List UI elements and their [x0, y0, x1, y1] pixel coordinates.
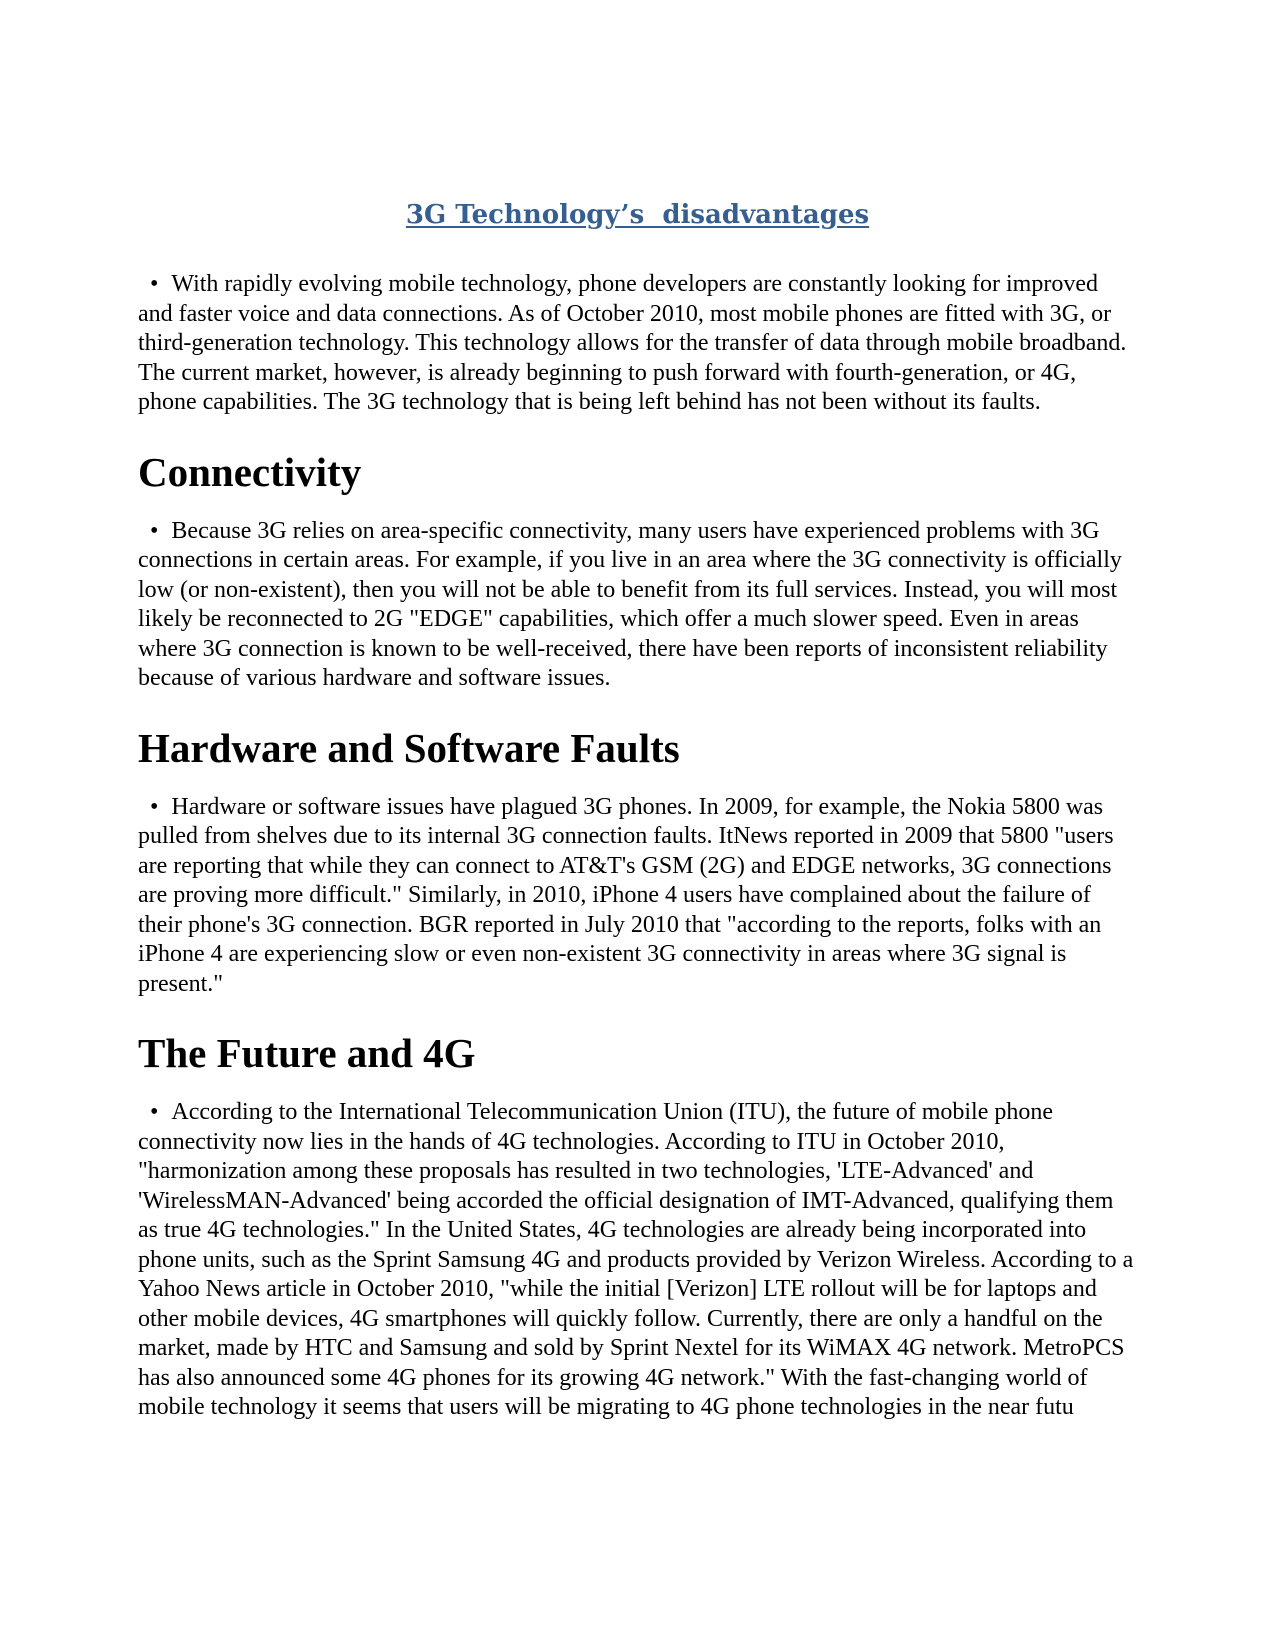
- paragraph-connectivity: [138, 517, 1137, 694]
- bullet-icon: •: [150, 271, 159, 297]
- section-connectivity: [138, 449, 1137, 694]
- paragraph-intro: [138, 270, 1137, 418]
- paragraph-future-and-4g: [138, 1098, 1137, 1423]
- bullet-icon: •: [150, 1099, 159, 1125]
- section-hardware-software-faults: [138, 725, 1137, 1000]
- bullet-icon: •: [150, 517, 159, 544]
- heading-hardware-software-faults: Hardware and Software Faults: [138, 724, 680, 771]
- document-title: 3G Technology’s disadvantages: [405, 200, 870, 230]
- section-intro: [138, 270, 1137, 418]
- paragraph-hardware-software: [138, 793, 1137, 1000]
- paragraph-future-and-4g-text: According to the International Telecommunication Union (ITU), the future of mobile phone connectivity now lies in the hands of 4G technologies. According to ITU in October 2010, "harmonization among these proposals has resulted in two technologies, 'LTE-Advanced' and 'WirelessMAN-Advanced' being accorded the official designation of IMT-Advanced, qualifying them as true 4G technologies." In the United States, 4G technologies are already being incorporated into phone units, such as the Sprint Samsung 4G and products provided by Verizon Wireless. According to a Yahoo News article in October 2010, "while the initial [Verizon] LTE rollout will be for laptops and other mobile devices, 4G smartphones will quickly follow. Currently, there are only a handful on the market, made by HTC and Samsung and sold by Sprint Nextel for its WiMAX 4G network. MetroPCS has also announced some 4G phones for its growing 4G network." With the fast-changing world of mobile technology it seems that users will be migrating to 4G phone technologies in the near futu: [138, 1099, 1134, 1420]
- heading-connectivity: Connectivity: [138, 448, 362, 495]
- bullet-icon: •: [150, 793, 159, 820]
- paragraph-connectivity-text: Because 3G relies on area-specific connectivity, many users have experienced problems with 3G connections in certain areas. For example, if you live in an area where the 3G connectivity is officially low (or non-existent), then you will not be able to benefit from its full services. Instead, you will most likely be reconnected to 2G "EDGE" capabilities, which offer a much slower speed. Even in areas where 3G connection is known to be well-received, there have been reports of inconsistent reliability because of various hardware and software issues.: [138, 517, 1122, 691]
- heading-future-and-4g: The Future and 4G: [138, 1030, 476, 1076]
- paragraph-hardware-software-text: Hardware or software issues have plagued 3G phones. In 2009, for example, the Nokia 5800 was pulled from shelves due to its internal 3G connection faults. ItNews reported in 2009 that 5800 "users are reporting that while they can connect to AT&T's GSM (2G) and EDGE networks, 3G connections are proving more difficult." Similarly, in 2010, iPhone 4 users have complained about the failure of their phone's 3G connection. BGR reported in July 2010 that "according to the reports, folks with an iPhone 4 are experiencing slow or even non-existent 3G connectivity in areas where 3G signal is present.": [138, 793, 1114, 997]
- paragraph-intro-text: With rapidly evolving mobile technology, phone developers are constantly looking for improved and faster voice and data connections. As of October 2010, most mobile phones are fitted with 3G, or third-generation technology. This technology allows for the transfer of data through mobile broadband. The current market, however, is already beginning to push forward with fourth-generation, or 4G, phone capabilities. The 3G technology that is being left behind has not been without its faults.: [138, 271, 1127, 415]
- section-future-and-4g: [138, 1030, 1137, 1423]
